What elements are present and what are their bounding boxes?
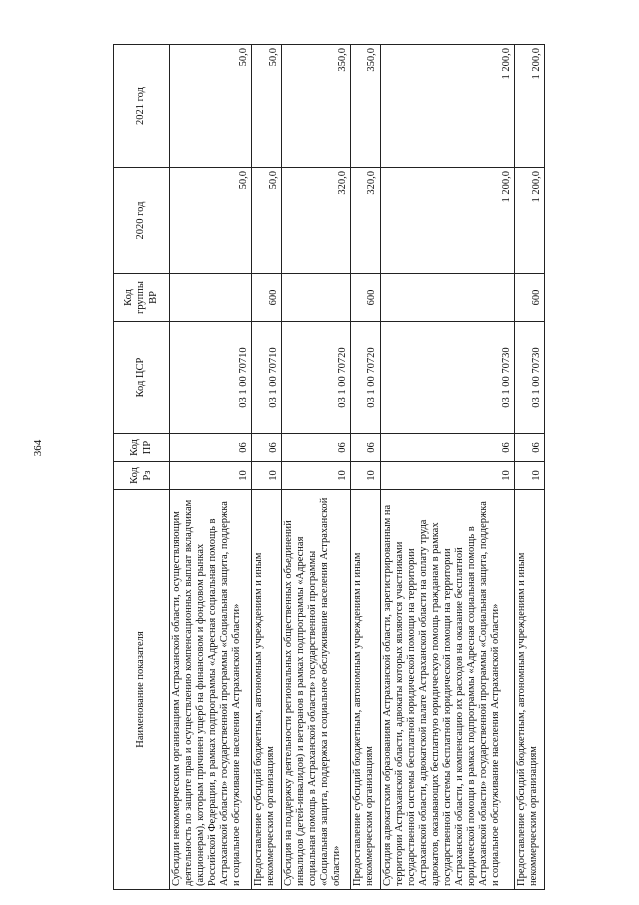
- budget-table: [113, 44, 545, 890]
- row-pr: 06: [252, 434, 282, 462]
- row-vr: 600: [252, 274, 282, 322]
- row-2021: 50,0: [252, 45, 282, 168]
- row-2020: 50,0: [170, 168, 252, 274]
- header-name: Наименование показателя: [114, 490, 170, 890]
- row-pr: 06: [281, 434, 350, 462]
- row-pr: 06: [515, 434, 545, 462]
- row-csr: 03 1 00 70710: [170, 322, 252, 434]
- row-2020: 320,0: [350, 168, 380, 274]
- row-pr: 06: [350, 434, 380, 462]
- table-header-row: [114, 45, 170, 890]
- row-csr: 03 1 00 70720: [350, 322, 380, 434]
- row-2021: 1 200,0: [380, 45, 515, 168]
- row-name: Предоставление субсидий бюджетным, автономным учреждениям и иным некоммерческим организациям: [252, 490, 282, 890]
- row-vr: [170, 274, 252, 322]
- row-2020: 50,0: [252, 168, 282, 274]
- row-rz: 10: [350, 462, 380, 490]
- header-rz: Код Рз: [114, 462, 170, 490]
- row-2020: 1 200,0: [515, 168, 545, 274]
- row-csr: 03 1 00 70730: [515, 322, 545, 434]
- row-rz: 10: [170, 462, 252, 490]
- row-vr: 600: [515, 274, 545, 322]
- row-csr: 03 1 00 70730: [380, 322, 515, 434]
- row-2021: 350,0: [350, 45, 380, 168]
- table-row: [170, 45, 252, 890]
- row-rz: 10: [515, 462, 545, 490]
- row-name: Субсидии некоммерческим организациям Астраханской области, осуществляющим деятельность по защите прав и осуществлению компенсационных выплат вкладчикам (акционерам), которым причинен ущерб на финансовом и фондовом рынках Российской Федерации, в рамках подпрограммы «Адресная социальная помощь в Астраханской области» государственной программы «Социальная защита, поддержка и социальное обслуживание населения Астраханской области»: [170, 490, 252, 890]
- row-vr: [281, 274, 350, 322]
- row-2020: 320,0: [281, 168, 350, 274]
- table-row: [281, 45, 350, 890]
- table-row: [252, 45, 282, 890]
- row-rz: 10: [380, 462, 515, 490]
- row-name: Предоставление субсидий бюджетным, автономным учреждениям и иным некоммерческим организациям: [350, 490, 380, 890]
- row-name: Предоставление субсидий бюджетным, автономным учреждениям и иным некоммерческим организациям: [515, 490, 545, 890]
- header-vr: Код группы ВР: [114, 274, 170, 322]
- row-pr: 06: [380, 434, 515, 462]
- header-pr: Код ПР: [114, 434, 170, 462]
- row-vr: [380, 274, 515, 322]
- header-2021: 2021 год: [114, 45, 170, 168]
- row-name: Субсидия адвокатским образованиям Астраханской области, зарегистрированным на территории Астраханской области, адвокаты которых являются участниками государственной системы бесплатной юридической помощи на территории Астраханской области, адвокатской палате Астраханской области на оплату труда адвокатов, оказывающих бесплатную юридическую помощь гражданам в рамках государственной системы бесплатной юридической помощи на территории Астраханской области, и компенсацию их расходов на оказание бесплатной юридической помощи в рамках подпрограммы «Адресная социальная помощь в Астраханской области» государственной программы «Социальная защита, поддержка и социальное обслуживание населения Астраханской области»: [380, 490, 515, 890]
- table-row: [350, 45, 380, 890]
- row-2021: 350,0: [281, 45, 350, 168]
- row-rz: 10: [252, 462, 282, 490]
- page-number: 364: [32, 439, 44, 457]
- row-csr: 03 1 00 70710: [252, 322, 282, 434]
- table-row: [380, 45, 515, 890]
- row-vr: 600: [350, 274, 380, 322]
- row-2020: 1 200,0: [380, 168, 515, 274]
- row-2021: 1 200,0: [515, 45, 545, 168]
- table-row: [515, 45, 545, 890]
- row-rz: 10: [281, 462, 350, 490]
- rotated-table-container: [113, 45, 545, 890]
- row-name: Субсидия на поддержку деятельности региональных общественных объединений инвалидов (детей-инвалидов) и ветеранов в рамках подпрограммы «Адресная социальная помощь в Астраханской области» государственной программы «Социальная защита, поддержка и социальное обслуживание населения Астраханской области»: [281, 490, 350, 890]
- header-2020: 2020 год: [114, 168, 170, 274]
- header-csr: Код ЦСР: [114, 322, 170, 434]
- row-pr: 06: [170, 434, 252, 462]
- row-2021: 50,0: [170, 45, 252, 168]
- row-csr: 03 1 00 70720: [281, 322, 350, 434]
